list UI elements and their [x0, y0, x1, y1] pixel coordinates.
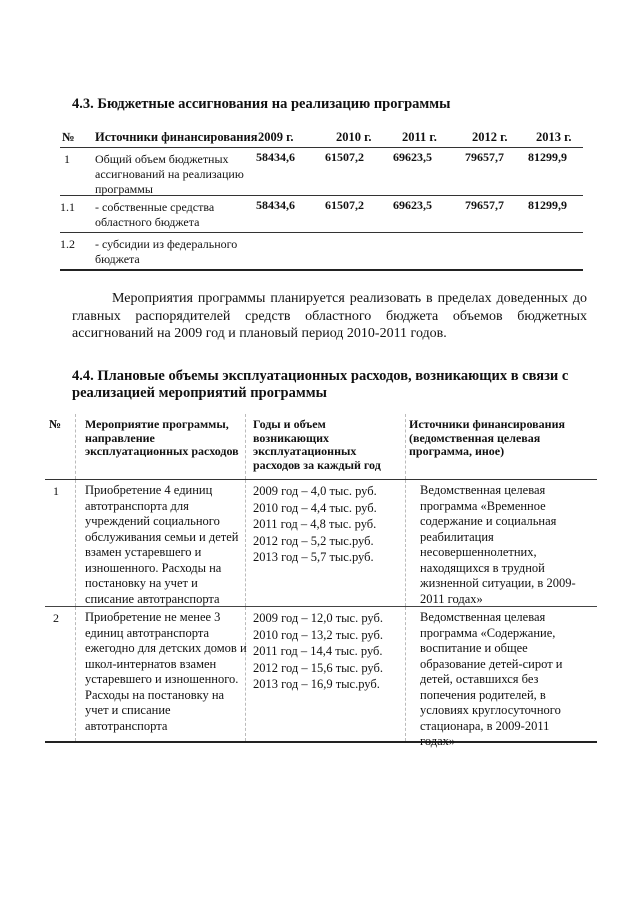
column-divider — [405, 607, 406, 741]
column-divider — [245, 414, 246, 479]
year-cost: 2013 год – 16,9 тыс.руб. — [253, 677, 380, 691]
header-no: № — [49, 417, 62, 431]
header-2011: 2011 г. — [402, 130, 437, 144]
column-divider — [75, 414, 76, 479]
header-source: Источники финансирования (ведомственная целевая программа, иное) — [409, 417, 565, 458]
header-source: Источники финансирования — [95, 130, 258, 144]
section-4-4-title: 4.4. Плановые объемы эксплуатационных расходов, возникающих в связи с реализацией мероприятий программы — [72, 368, 569, 401]
value-2011: 69623,5 — [393, 150, 432, 164]
row-no: 1.1 — [60, 200, 75, 214]
header-activity: Мероприятие программы, направление эксплуатационных расходов — [85, 417, 239, 458]
year-cost: 2009 год – 4,0 тыс. руб. — [253, 484, 377, 498]
budget-table-header — [60, 128, 583, 148]
operating-table-header — [45, 414, 597, 480]
value-2012: 79657,7 — [465, 198, 504, 212]
year-cost: 2010 год – 4,4 тыс. руб. — [253, 500, 377, 515]
table-row — [45, 480, 597, 607]
column-divider — [75, 480, 76, 606]
row-source: Ведомственная целевая программа «Содержание, воспитание и общее образование детей-сирот и детей, оставшихся без попечения родителей, в условиях круглосуточного стационара, в 2009-2011 годах» — [420, 610, 563, 748]
table-row — [60, 148, 583, 196]
value-2010: 61507,2 — [325, 198, 364, 212]
year-cost: 2009 год – 12,0 тыс. руб. — [253, 611, 384, 625]
table-row — [60, 196, 583, 233]
year-cost: 2011 год – 4,8 тыс. руб. — [253, 517, 377, 531]
header-2013: 2013 г. — [536, 130, 572, 144]
value-2013: 81299,9 — [528, 198, 567, 212]
row-source: Ведомственная целевая программа «Временное содержание и социальная реабилитация несовершеннолетних, находящихся в трудной жизненной ситуации, в 2009-2011 годах» — [420, 483, 576, 606]
row-source: - субсидии из федерального бюджета — [95, 237, 238, 266]
column-divider — [405, 480, 406, 606]
paragraph-text: Мероприятия программы планируется реализовать в пределах доведенных до главных распорядителей средств областного бюджета объемов бюджетных ассигнований на 2009 год и плановый период 2010-2011 годов. — [72, 291, 587, 341]
row-activity: Приобретение не менее 3 единиц автотранспорта ежегодно для детских домов и школ-интернатов взамен устаревшего и изношенного. Расходы на постановку на учет и списание автотранспорта — [85, 610, 247, 733]
row-no: 1.2 — [60, 237, 75, 251]
year-cost: 2013 год – 5,7 тыс.руб. — [253, 550, 374, 564]
header-2012: 2012 г. — [472, 130, 508, 144]
header-years: Годы и объем возникающих эксплуатационных расходов за каждый год — [253, 417, 381, 472]
value-2011: 69623,5 — [393, 198, 432, 212]
value-2012: 79657,7 — [465, 150, 504, 164]
row-no: 1 — [53, 484, 59, 498]
table-row — [60, 233, 583, 271]
table-row — [45, 607, 597, 748]
year-cost: 2012 год – 15,6 тыс. руб. — [253, 660, 384, 675]
operating-costs-table — [45, 414, 597, 748]
year-cost: 2012 год – 5,2 тыс.руб. — [253, 533, 374, 548]
row-no: 2 — [53, 611, 59, 625]
row-source: - собственные средства областного бюджета — [95, 200, 215, 229]
budget-paragraph — [72, 290, 587, 343]
column-divider — [75, 607, 76, 741]
header-2010: 2010 г. — [336, 130, 372, 144]
value-2009: 58434,6 — [256, 198, 295, 212]
row-no: 1 — [64, 152, 70, 166]
header-2009: 2009 г. — [258, 130, 294, 144]
row-years — [253, 610, 383, 693]
column-divider — [405, 414, 406, 479]
value-2010: 61507,2 — [325, 150, 364, 164]
row-source: Общий объем бюджетных ассигнований на реализацию программы — [95, 152, 244, 196]
header-no: № — [62, 130, 75, 144]
value-2009: 58434,6 — [256, 150, 295, 164]
year-cost: 2011 год – 14,4 тыс. руб. — [253, 644, 383, 658]
budget-table — [60, 128, 583, 271]
section-4-3-title: 4.3. Бюджетные ассигнования на реализацию программы — [72, 96, 451, 112]
value-2013: 81299,9 — [528, 150, 567, 164]
year-cost: 2010 год – 13,2 тыс. руб. — [253, 627, 384, 642]
row-activity: Приобретение 4 единиц автотранспорта для учреждений социального обслуживания семьи и детей взамен устаревшего и изношенного. Расходы на постановку на учет и списание автотранспорта — [85, 483, 239, 606]
row-years — [253, 483, 377, 566]
